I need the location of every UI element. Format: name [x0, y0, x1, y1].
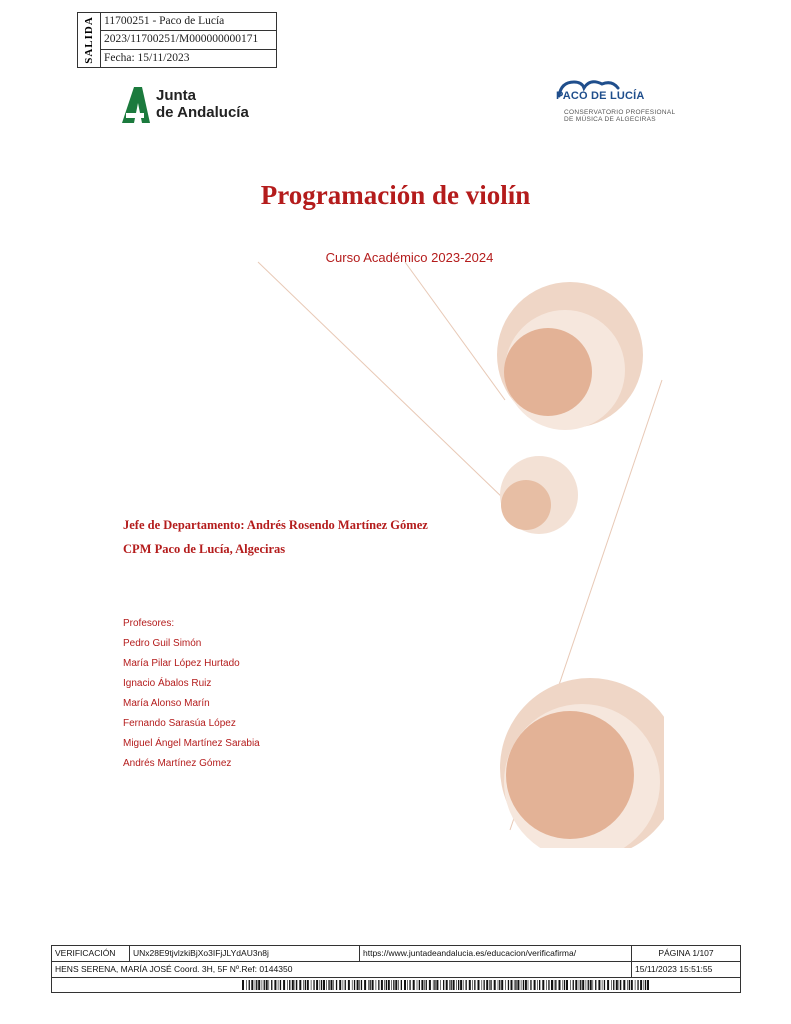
stamp-registry: 11700251 - Paco de Lucía: [101, 13, 276, 31]
footer-row-barcode: [52, 978, 740, 992]
barcode-icon: [242, 980, 652, 990]
junta-line1: Junta: [156, 87, 197, 104]
junta-line2: de Andalucía: [156, 104, 249, 121]
teacher-item: Miguel Ángel Martínez Sarabia: [123, 738, 260, 749]
page-number: PÁGINA 1/107: [658, 948, 714, 958]
page-title: Programación de violín: [260, 180, 531, 210]
deco-circle-top-inner: [504, 328, 592, 416]
deco-circle-bottom-inner: [506, 711, 634, 839]
verification-url[interactable]: https://www.juntadeandalucia.es/educacion/verificafirma/: [360, 946, 632, 961]
paco-title: PACO DE LUCÍA: [556, 90, 645, 102]
stamp-date: Fecha: 15/11/2023: [104, 51, 190, 64]
deco-circle-bottom-group: [500, 678, 680, 860]
paco-sub-line2: DE MÚSICA DE ALGECIRAS: [564, 116, 656, 123]
signer-info: HENS SERENA, MARÍA JOSÉ Coord. 3H, 5F Nº.Ref: 0144350: [52, 962, 632, 977]
teacher-item: Ignacio Ábalos Ruiz: [123, 678, 212, 689]
stamp-side-label: SALIDA: [83, 16, 95, 64]
deco-line-1: [258, 262, 505, 500]
footer-row-signer: [52, 962, 740, 978]
verification-code: UNx28E9tjvlzkiBjXo3IFjJLYdAU3n8j: [130, 946, 360, 961]
teacher-item: María Pilar López Hurtado: [123, 658, 240, 669]
teacher-item: Fernando Sarasúa López: [123, 718, 236, 729]
teachers-list: [123, 617, 260, 777]
page-subtitle: Curso Académico 2023-2024: [325, 250, 494, 265]
verification-footer: [51, 945, 741, 993]
paco-sub-line1: CONSERVATORIO PROFESIONAL: [564, 109, 676, 116]
stamp-number: 2023/11700251/M000000000171: [101, 31, 276, 49]
teachers-label: Profesores:: [123, 618, 175, 629]
head-of-department: Jefe de Departamento: Andrés Rosendo Martínez Gómez: [123, 518, 428, 532]
teacher-item: Pedro Guil Simón: [123, 638, 202, 649]
teacher-item: María Alonso Marín: [123, 698, 210, 709]
teacher-item: Andrés Martínez Gómez: [123, 758, 232, 769]
deco-line-2: [405, 262, 505, 400]
verification-label: VERIFICACIÓN: [52, 946, 130, 961]
deco-circle-mid-inner: [501, 480, 551, 530]
signature-timestamp: 15/11/2023 15:51:55: [635, 964, 713, 974]
institution: CPM Paco de Lucía, Algeciras: [123, 542, 286, 556]
footer-row-verification: [52, 946, 740, 962]
